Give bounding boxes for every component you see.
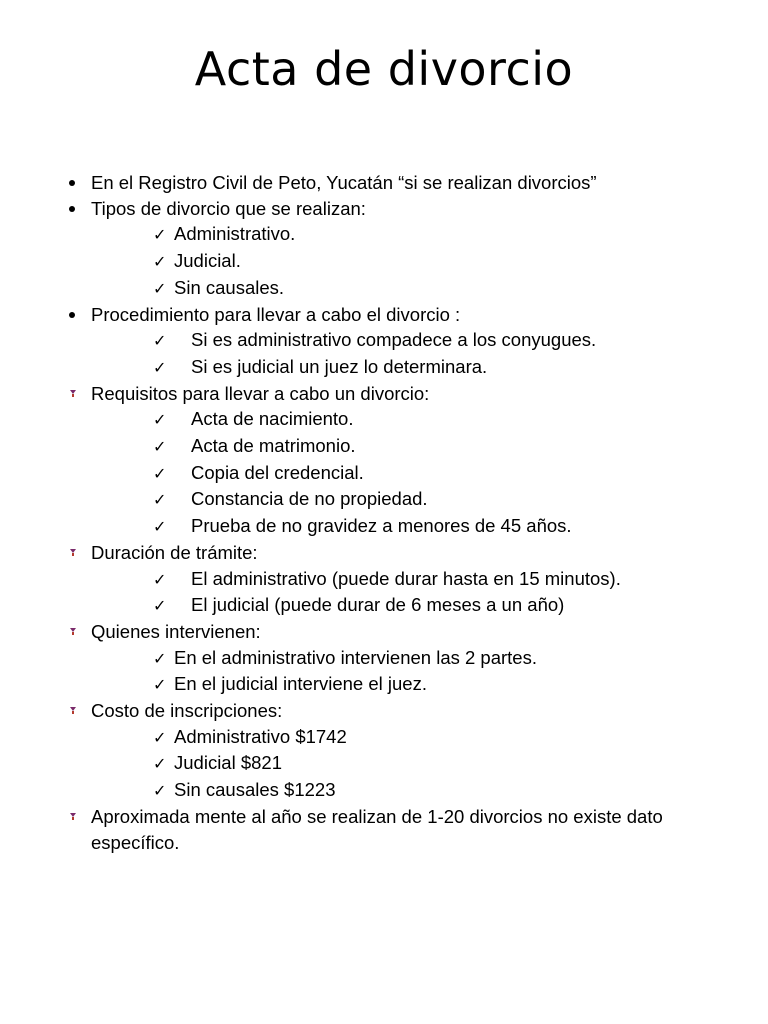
sub-item-text: Acta de nacimiento. [191, 408, 354, 430]
bullet-text: En el Registro Civil de Peto, Yucatán “si se realizan divorcios” [91, 172, 597, 193]
sub-item [153, 327, 726, 354]
sub-item-text: El administrativo (puede durar hasta en 15 minutos). [191, 567, 621, 589]
sub-item [153, 275, 726, 302]
sub-item [153, 433, 726, 460]
sub-item [153, 592, 726, 619]
bullet-arrow-icon [66, 540, 80, 566]
sub-list [91, 327, 726, 380]
sub-list [91, 724, 726, 804]
sub-item [153, 566, 726, 593]
checkmark-icon: ✓ [153, 596, 167, 616]
checkmark-icon: ✓ [153, 675, 167, 695]
sub-item [153, 750, 726, 777]
sub-item [153, 354, 726, 381]
checkmark-icon: ✓ [153, 225, 167, 245]
bullet-text: Requisitos para llevar a cabo un divorcio: [91, 382, 430, 404]
checkmark-icon: ✓ [153, 781, 167, 801]
sub-list [91, 406, 726, 540]
bullet-arrow-icon [66, 381, 80, 407]
bullet-item [66, 619, 726, 698]
bullet-dot-icon [66, 302, 80, 328]
bullet-dot-icon [66, 170, 80, 196]
sub-item-text: Sin causales. [174, 276, 285, 298]
sub-item [153, 221, 726, 248]
sub-item-text: Constancia de no propiedad. [191, 488, 428, 510]
sub-item [153, 645, 726, 672]
checkmark-icon: ✓ [153, 252, 167, 272]
bullet-item [66, 381, 726, 540]
checkmark-icon: ✓ [153, 648, 167, 668]
checkmark-icon: ✓ [153, 410, 167, 430]
sub-item-text: Administrativo $1742 [174, 725, 347, 747]
sub-item-text: El judicial (puede durar de 6 meses a un año) [191, 594, 565, 616]
sub-list [91, 566, 726, 619]
sub-list [91, 221, 726, 301]
sub-item [153, 513, 726, 540]
bullet-item [66, 698, 726, 804]
bullet-text: Tipos de divorcio que se realizan: [91, 197, 366, 219]
bullet-item [66, 196, 726, 302]
sub-item-text: Administrativo. [174, 223, 296, 245]
bullet-text: Procedimiento para llevar a cabo el divorcio : [91, 303, 461, 325]
bullet-item [66, 540, 726, 619]
sub-list [91, 645, 726, 698]
checkmark-icon: ✓ [153, 754, 167, 774]
sub-item-text: En el judicial interviene el juez. [174, 673, 427, 695]
sub-item [153, 460, 726, 487]
checkmark-icon: ✓ [153, 437, 167, 457]
bullet-text: Costo de inscripciones: [91, 700, 283, 722]
bullet-list [66, 170, 726, 855]
sub-item [153, 486, 726, 513]
bullet-item [66, 302, 726, 381]
document-title: Acta de divorcio [194, 42, 574, 96]
sub-item-text: Si es judicial un juez lo determinara. [191, 355, 488, 377]
bullet-text: Duración de trámite: [91, 541, 258, 563]
bullet-text: Quienes intervienen: [91, 620, 261, 642]
bullet-arrow-icon [66, 698, 80, 724]
bullet-dot-icon [66, 196, 80, 222]
bullet-arrow-icon [66, 619, 80, 645]
sub-item-text: Si es administrativo compadece a los conyugues. [191, 329, 597, 351]
sub-item-text: En el administrativo intervienen las 2 partes. [174, 646, 537, 668]
bullet-text: Aproximada mente al año se realizan de 1-20 divorcios no existe dato específico. [91, 805, 663, 853]
sub-item [153, 248, 726, 275]
checkmark-icon: ✓ [153, 357, 167, 377]
checkmark-icon: ✓ [153, 463, 167, 483]
checkmark-icon: ✓ [153, 727, 167, 747]
bullet-arrow-icon [66, 804, 80, 830]
sub-item-text: Copia del credencial. [191, 461, 364, 483]
checkmark-icon: ✓ [153, 278, 167, 298]
sub-item [153, 724, 726, 751]
checkmark-icon: ✓ [153, 569, 167, 589]
bullet-item [66, 804, 726, 855]
sub-item [153, 671, 726, 698]
sub-item [153, 777, 726, 804]
sub-item-text: Prueba de no gravidez a menores de 45 años. [191, 515, 572, 537]
sub-item-text: Judicial $821 [174, 752, 282, 774]
checkmark-icon: ✓ [153, 331, 167, 351]
checkmark-icon: ✓ [153, 490, 167, 510]
sub-item [153, 406, 726, 433]
checkmark-icon: ✓ [153, 517, 167, 537]
sub-item-text: Judicial. [174, 250, 241, 272]
sub-item-text: Sin causales $1223 [174, 779, 336, 801]
sub-item-text: Acta de matrimonio. [191, 435, 356, 457]
bullet-item [66, 170, 726, 196]
